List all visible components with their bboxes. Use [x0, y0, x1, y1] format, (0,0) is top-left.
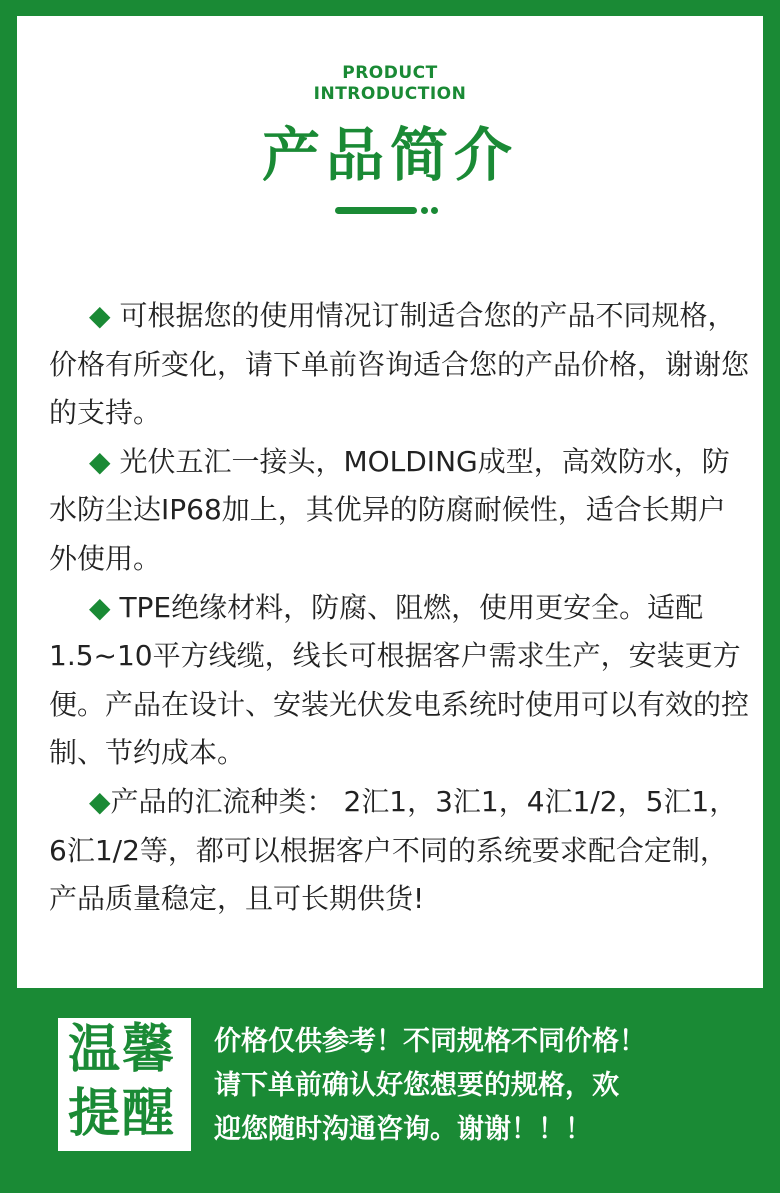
description-paragraph	[49, 778, 749, 924]
notice-label-line2: 提醒	[68, 1084, 177, 1144]
description-paragraph	[49, 438, 749, 584]
notice-label-line1: 温馨	[68, 1020, 177, 1080]
title-divider	[335, 206, 465, 216]
diamond-bullet-icon: ◆	[89, 299, 111, 332]
description-paragraph	[49, 292, 749, 438]
product-description	[49, 292, 749, 924]
paragraph-text: 光伏五汇一接头，MOLDING成型，高效防水，防水防尘达IP68加上，其优异的防腐耐候性，适合长期户外使用。	[49, 444, 730, 575]
page-title: 产品简介	[261, 121, 518, 189]
divider-dot	[421, 207, 428, 214]
notice-line: 迎您随时沟通咨询。谢谢！！！	[214, 1114, 592, 1145]
english-title-line1: PRODUCT	[342, 63, 438, 83]
diamond-bullet-icon: ◆	[89, 444, 111, 478]
divider-bar	[335, 207, 417, 214]
description-paragraph	[49, 584, 749, 778]
notice-label-box	[58, 1018, 191, 1151]
english-title-line2: INTRODUCTION	[313, 84, 467, 104]
english-title	[17, 63, 763, 105]
notice-line: 价格仅供参考！不同规格不同价格！	[214, 1026, 646, 1057]
notice-message	[214, 1020, 759, 1152]
paragraph-text: 可根据您的使用情况订制适合您的产品不同规格，价格有所变化，请下单前咨询适合您的产品价格，谢谢您的支持。	[49, 299, 750, 430]
paragraph-text: TPE绝缘材料，防腐、阻燃，使用更安全。适配1.5~10平方线缆，线长可根据客户需求生产，安装更方便。产品在设计、安装光伏发电系统时使用可以有效的控制、节约成本。	[49, 590, 750, 770]
content-card	[17, 16, 763, 988]
diamond-bullet-icon: ◆	[89, 784, 111, 818]
notice-line: 请下单前确认好您想要的规格，欢	[214, 1070, 619, 1101]
diamond-bullet-icon: ◆	[89, 590, 111, 624]
divider-dot	[431, 207, 438, 214]
paragraph-text: 产品的汇流种类： 2汇1，3汇1，4汇1/2，5汇1，6汇1/2等，都可以根据客户不同的系统要求配合定制，产品质量稳定，且可长期供货!	[49, 784, 738, 916]
